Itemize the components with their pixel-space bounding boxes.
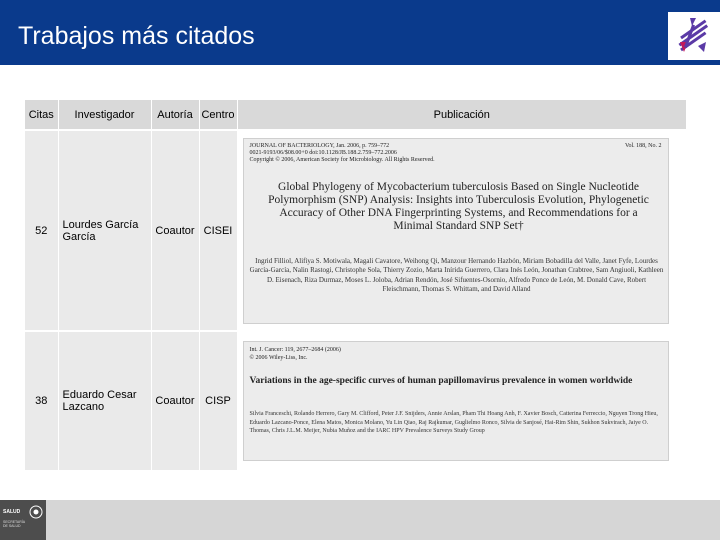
cell-autoria: Coautor (151, 130, 199, 331)
header-bar (0, 0, 720, 65)
paper-copyright: © 2006 Wiley-Liss, Inc. (249, 355, 308, 362)
cell-citas: 38 (25, 331, 58, 470)
header-publicacion: Publicación (237, 100, 687, 130)
paper-journal-info (250, 143, 435, 164)
footer-line-1: SECRETARÍA (3, 520, 26, 524)
cell-investigador: Lourdes García García (58, 130, 151, 331)
paper-authors: Ingrid Filliol, Alifiya S. Motiwala, Magali Cavatore, Weihong Qi, Manzour Hernando Hazbón, Miriam Bobadilla del Valle, Janet Fyfe, Lourdes García-García, Nalin Rastogi, Christophe Sola, Thierry Zozio, Marta Inírida Guerrero, Clara Inés León, Jonathan Crabtree, Sam Angiuoli, Kathleen D. Eisenach, Riza Durmaz, Moses L. Joloba, Adrian Rendón, José Sifuentes-Osornio, Alfredo Ponce de León, M. Donald Cave, Robert Fleischmann, Thomas S. Whittam, and David Alland (249, 256, 664, 294)
paper-title: Variations in the age-specific curves of human papillomavirus prevalence in women worldwide (249, 376, 633, 387)
cell-publicacion (237, 130, 687, 331)
mexico-seal-icon (29, 504, 43, 520)
paper-volume: Vol. 188, No. 2 (624, 142, 662, 149)
table-row (25, 130, 687, 331)
header-centro: Centro (199, 100, 237, 130)
cell-citas: 52 (25, 130, 58, 331)
cell-centro: CISEI (199, 130, 237, 331)
paper-thumbnail (243, 341, 669, 461)
table-row (25, 331, 687, 470)
paper-journal: JOURNAL OF BACTERIOLOGY, Jan. 2006, p. 759–772 (249, 142, 390, 149)
paper-title: Global Phylogeny of Mycobacterium tuberculosis Based on Single Nucleotide Polymorphism (SNP) Analysis: Insights into Tuberculosis Evolution, Phylogenetic Accuracy of Other DNA Fingerprinting Systems, and Recommendations for a Minimal Standard SNP Set† (268, 180, 649, 232)
paper-copyright: Copyright © 2006, American Society for Microbiology. All Rights Reserved. (249, 156, 435, 163)
paper-authors: Silvia Franceschi, Rolando Herrero, Gary M. Clifford, Peter J.F. Snijders, Annie Arslan, Pham Thi Hoang Anh, F. Xavier Bosch, Catterina Ferreccio, Nguyen Trong Hieu, Eduardo Lazcano-Ponce, Elena Matos, Monica Molano, Yu Lin Qiao, Raj Rajkumar, Guglielmo Ronco, Silvia de Sanjosé, Hai-Rim Shin, Sukhon Sukvirach, Jaiye O. Thomas, Chris J.L.M. Meijer, Nubia Muñoz and the IARC HPV Prevalence Surveys Study Group (249, 411, 658, 435)
header-citas: Citas (25, 100, 58, 130)
paper-journal: Int. J. Cancer: 119, 2677–2684 (2006) (249, 347, 341, 354)
paper-thumbnail (243, 138, 669, 324)
paper-ids: 0021-9193/06/$08.00+0 doi:10.1128/JB.188.2.759–772.2006 (249, 149, 397, 156)
footer-logo-text (3, 520, 25, 528)
header-autoria: Autoría (151, 100, 199, 130)
cell-investigador: Eduardo Cesar Lazcano (58, 331, 151, 470)
page-title: Trabajos más citados (18, 22, 255, 50)
salud-label: SALUD (3, 509, 21, 515)
salud-logo (0, 500, 46, 540)
footer-line-2: DE SALUD (3, 524, 21, 528)
cell-autoria: Coautor (151, 331, 199, 470)
citations-table (25, 100, 687, 470)
paper-journal-info (250, 346, 341, 362)
footer-bar (0, 500, 720, 540)
institution-logo-icon (668, 12, 720, 60)
cell-publicacion (237, 331, 687, 470)
header-investigador: Investigador (58, 100, 151, 130)
cell-centro: CISP (199, 331, 237, 470)
